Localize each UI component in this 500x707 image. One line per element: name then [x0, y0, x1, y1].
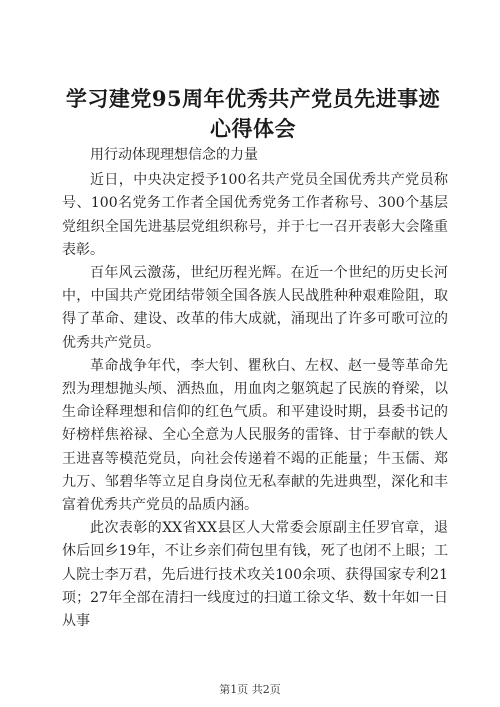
document-body [62, 144, 448, 633]
paragraph-2: 百年风云激荡，世纪历程光辉。在近一个世纪的历史长河中，中国共产党团结带领全国各族人民战胜种种艰难险阻，取得了革命、建设、改革的伟大成就，涌现出了许多可歌可泣的优秀共产党员。 [62, 265, 448, 351]
page-number-footer: 第1页 共2页 [219, 683, 281, 696]
paragraph-1: 近日，中央决定授予100名共产党员全国优秀共产党员称号、100名党务工作者全国优秀党务工作者称号、300个基层党组织全国先进基层党组织称号，并于七一召开表彰大会隆重表彰。 [62, 172, 448, 258]
document-subtitle: 用行动体现理想信念的力量 [90, 147, 258, 163]
paragraph-3: 革命战争年代，李大钊、瞿秋白、左权、赵一曼等革命先烈为理想抛头颅、洒热血，用血肉之躯筑起了民族的脊梁，以生命诠释理想和信仰的红色气质。和平建设时期，县委书记的好榜样焦裕禄、全心全意为人民服务的雷锋、甘于奉献的铁人王进喜等模范党员，向社会传递着不竭的正能量；牛玉儒、郑九万、邹碧华等立足自身岗位无私奉献的先进典型，深化和丰富着优秀共产党员的品质内涵。 [62, 357, 448, 514]
document-title: 学习建党95周年优秀共产党员先进事迹心得体会 [65, 86, 441, 141]
paragraph-4: 此次表彰的XX省XX县区人大常委会原副主任罗官章，退休后回乡19年，不让乡亲们荷包里有钱，死了也闭不上眼；工人院士李万君，先后进行技术攻关100余项、获得国家专利21项；27年全部在清扫一线度过的扫道工徐文华、数十年如一日从事 [62, 520, 448, 630]
